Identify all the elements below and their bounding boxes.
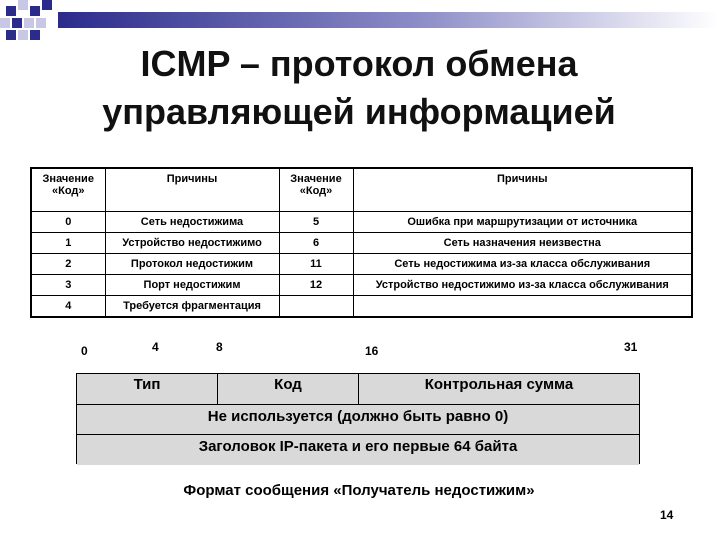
- header-reason-2: Причины: [353, 168, 692, 212]
- decorative-squares: [0, 0, 718, 40]
- field-ip-header: Заголовок IP-пакета и его первые 64 байта: [198, 438, 518, 455]
- packet-row-ip-header: [77, 434, 639, 465]
- packet-format-diagram: [76, 373, 640, 464]
- field-code: Код: [218, 374, 359, 404]
- table-cell: 12: [279, 275, 353, 296]
- slide-title: [0, 40, 718, 136]
- table-cell: 6: [279, 233, 353, 254]
- page-number: 14: [660, 508, 674, 522]
- table-cell: 0: [31, 212, 105, 233]
- packet-row-header-fields: [77, 374, 639, 404]
- table-row: [31, 296, 692, 318]
- table-row: [31, 212, 692, 233]
- table-cell: 3: [31, 275, 105, 296]
- table-cell: Сеть недостижима из-за класса обслуживания: [353, 254, 692, 275]
- field-unused: Не используется (должно быть равно 0): [207, 408, 509, 425]
- table-cell: [279, 296, 353, 318]
- table-cell: 11: [279, 254, 353, 275]
- table-row: [31, 275, 692, 296]
- table-cell: 5: [279, 212, 353, 233]
- table-cell: Протокол недостижим: [105, 254, 279, 275]
- diagram-caption: Формат сообщения «Получатель недостижим»: [183, 482, 535, 499]
- table-cell: Устройство недостижимо из-за класса обслуживания: [353, 275, 692, 296]
- bit-position-4: 4: [152, 340, 159, 354]
- header-code-value-2: Значение «Код»: [279, 168, 353, 212]
- table-header-row: [31, 168, 692, 212]
- field-type: Тип: [77, 374, 218, 404]
- field-checksum: Контрольная сумма: [359, 374, 639, 404]
- icmp-code-table: [30, 167, 693, 318]
- table-cell: Порт недостижим: [105, 275, 279, 296]
- bit-position-0: 0: [81, 344, 88, 358]
- table-cell: Требуется фрагментация: [105, 296, 279, 318]
- bit-position-8: 8: [216, 340, 223, 354]
- bit-position-31: 31: [624, 340, 638, 354]
- table-cell: 1: [31, 233, 105, 254]
- table-row: [31, 254, 692, 275]
- title-line-2: управляющей информацией: [102, 91, 616, 132]
- table-cell: Ошибка при маршрутизации от источника: [353, 212, 692, 233]
- table-cell: Сеть назначения неизвестна: [353, 233, 692, 254]
- table-cell: 4: [31, 296, 105, 318]
- table-cell: [353, 296, 692, 318]
- table-cell: Сеть недостижима: [105, 212, 279, 233]
- packet-row-unused: [77, 404, 639, 435]
- table-row: [31, 233, 692, 254]
- bit-position-16: 16: [365, 344, 379, 358]
- title-line-1: ICMP – протокол обмена: [140, 43, 578, 84]
- header-reason-1: Причины: [105, 168, 279, 212]
- header-code-value-1: Значение «Код»: [31, 168, 105, 212]
- table-cell: Устройство недостижимо: [105, 233, 279, 254]
- table-cell: 2: [31, 254, 105, 275]
